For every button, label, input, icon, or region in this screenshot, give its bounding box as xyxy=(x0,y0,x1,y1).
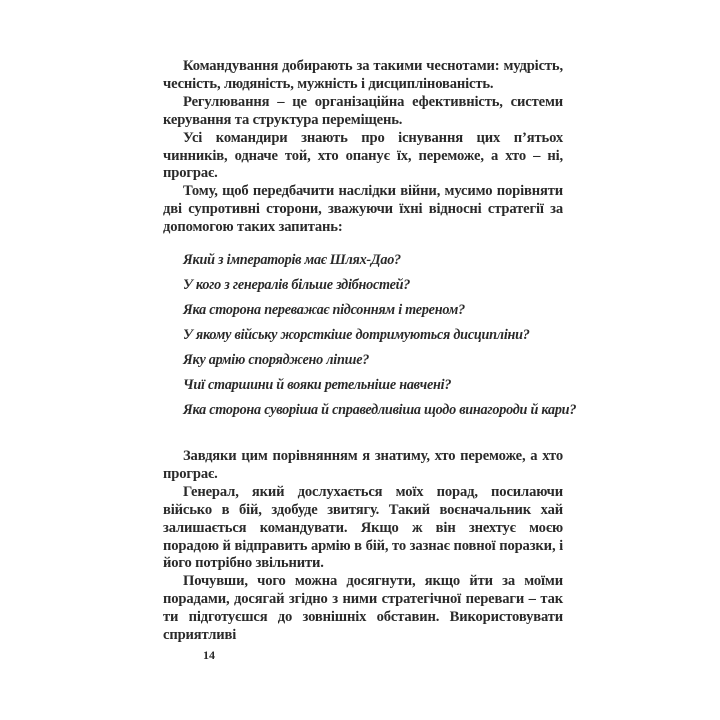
paragraph-regulation: Регулювання – це організаційна ефективність, системи керування та структура переміщень. xyxy=(163,93,563,128)
paragraph-virtues: Командування добирають за такими чеснотами: мудрість, чесність, людяність, мужність і дисциплінованість. xyxy=(163,58,563,92)
bottom-text-block xyxy=(163,448,563,645)
paragraph-five-factors: Усі командири знають про існування цих п’ятьох чинників, одначе той, хто опанує їх, переможе, а хто – ні, програє. xyxy=(163,129,563,182)
paragraph-comparisons: Завдяки цим порівнянням я знатиму, хто переможе, а хто програє. xyxy=(163,448,563,482)
question-item: У кого з генералів більше здібностей? xyxy=(183,277,411,293)
question-item: Яку армію споряджено ліпше? xyxy=(183,352,370,368)
question-item: Який з імператорів має Шлях-Дао? xyxy=(183,252,401,268)
page-number: 14 xyxy=(203,648,215,662)
question-item: Чиї старшини й вояки ретельніше навчені? xyxy=(183,377,452,393)
paragraph-strategic-advantage: Почувши, чого можна досягнути, якщо йти за моїми порадами, досягай згідно з ними стратегічної переваги – так ти підготуєшся до зовнішніх обставин. Використовувати сприятливі xyxy=(163,573,563,644)
question-item: Яка сторона переважає підсонням і тереном? xyxy=(183,302,465,318)
paragraph-general-advice: Генерал, який дослухається моїх порад, посилаючи військо в бій, здобуде звитягу. Такий воєначальник хай залишається командувати. Якщо ж він знехтує моєю порадою й відправить армію в бій, то зазнає повної поразки, і його потрібно звільнити. xyxy=(163,483,563,572)
questions-list xyxy=(183,248,577,423)
top-text-block xyxy=(163,58,563,237)
question-item: Яка сторона суворіша й справедливіша щодо винагороди й кари? xyxy=(183,402,577,418)
paragraph-compare-sides: Тому, щоб передбачити наслідки війни, мусимо порівняти дві супротивні сторони, зважуючи їхні відносні стратегії за допомогою таких запитань: xyxy=(163,183,563,236)
question-item: У якому війську жорсткіше дотримуються дисципліни? xyxy=(183,327,530,343)
